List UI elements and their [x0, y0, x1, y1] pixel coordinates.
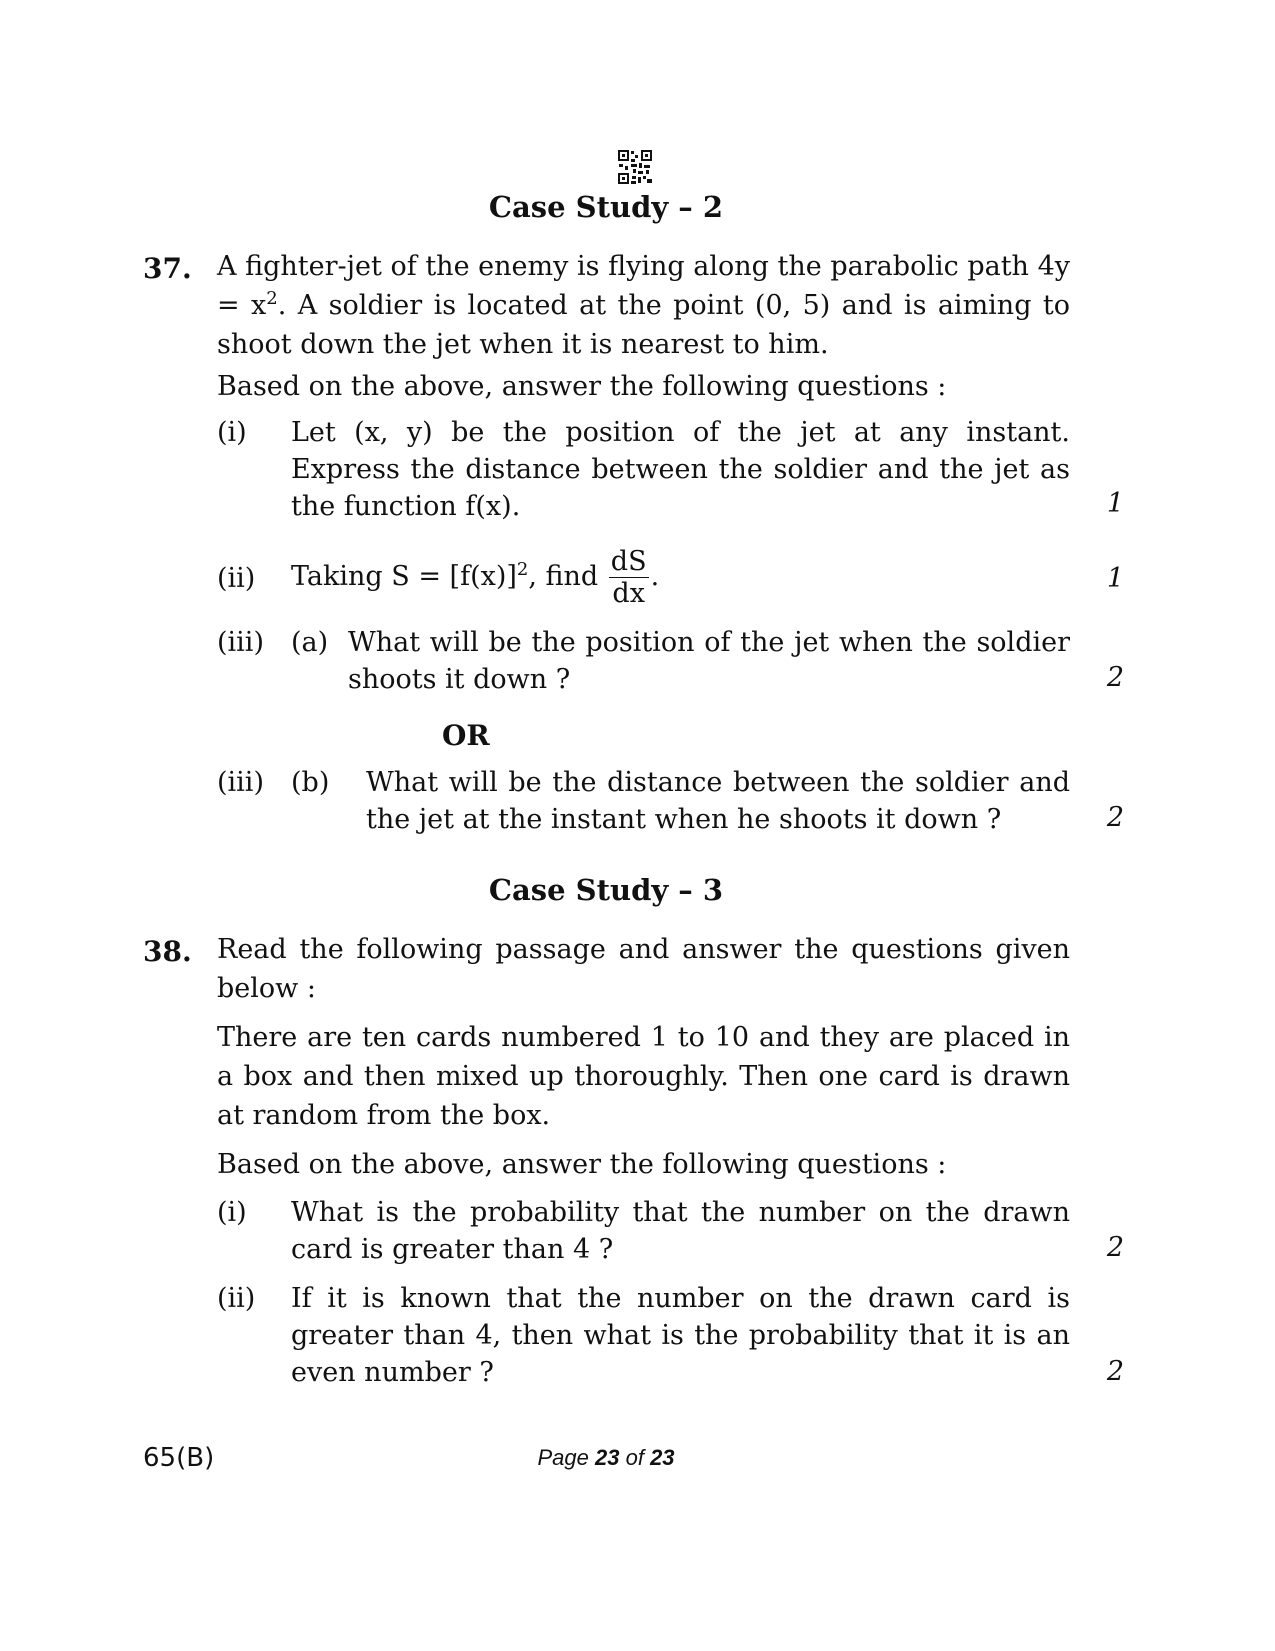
case-study-3-heading: Case Study – 3 — [488, 873, 724, 907]
q37-part-iii-a-marks: 2 — [1106, 662, 1124, 693]
question-number-37: 37. — [143, 252, 192, 285]
q37-part-iii-a-text: What will be the position of the jet when the soldier shoots it down ? — [348, 627, 1070, 695]
q37-part-iii-b-sub: (b) — [291, 767, 330, 798]
question-38-instruction: Based on the above, answer the following questions : — [217, 1149, 947, 1180]
or-separator: OR — [442, 719, 490, 752]
q37-part-ii-marks: 1 — [1106, 563, 1124, 594]
q37-part-ii-label: (ii) — [217, 563, 256, 594]
case-study-2-heading: Case Study – 2 — [488, 190, 724, 224]
q37-part-iii-a-label: (iii) — [217, 627, 264, 658]
q37-part-iii-b-text: What will be the distance between the soldier and the jet at the instant when he shoots it down ? — [366, 767, 1070, 835]
q38-part-ii-text: If it is known that the number on the drawn card is greater than 4, then what is the probability that it is an even number ? — [291, 1283, 1070, 1388]
page-number: Page 23 of 23 — [537, 1445, 675, 1470]
q37-part-i-marks: 1 — [1106, 488, 1124, 519]
paper-code: 65(B) — [143, 1443, 215, 1473]
qr-code-icon — [617, 149, 653, 185]
question-37-instruction: Based on the above, answer the following questions : — [217, 371, 947, 402]
q38-part-ii-label: (ii) — [217, 1283, 256, 1314]
question-38-passage: There are ten cards numbered 1 to 10 and they are placed in a box and then mixed up thoroughly. Then one card is drawn at random from the box. — [217, 1022, 1070, 1131]
q37-part-iii-b-label: (iii) — [217, 767, 264, 798]
q38-part-i-label: (i) — [217, 1197, 247, 1228]
question-37-intro: A fighter-jet of the enemy is flying along the parabolic path $4y = x^2$. A soldier is located at the point (0, 5) and is aiming to shoot down the jet when it is nearest to him. — [217, 251, 1070, 360]
q37-part-i-label: (i) — [217, 417, 247, 448]
derivative-fraction: $\frac{dS}{dx}$ — [610, 546, 647, 609]
q37-part-ii-text: Taking $S = [f(x)]^2$, find $\frac{dS}{dx}$ . — [291, 546, 660, 609]
q38-part-i-text: What is the probability that the number on the drawn card is greater than 4 ? — [291, 1197, 1070, 1265]
q37-part-iii-b-marks: 2 — [1106, 802, 1124, 833]
q37-part-iii-a-sub: (a) — [291, 627, 329, 658]
q37-part-i-text: Let (x, y) be the position of the jet at any instant. Express the distance between the soldier and the jet as the function f(x). — [291, 417, 1070, 522]
question-number-38: 38. — [143, 935, 192, 968]
q38-part-i-marks: 2 — [1106, 1232, 1124, 1263]
q38-part-ii-marks: 2 — [1106, 1356, 1124, 1387]
question-38-intro: Read the following passage and answer the questions given below : — [217, 934, 1070, 1004]
